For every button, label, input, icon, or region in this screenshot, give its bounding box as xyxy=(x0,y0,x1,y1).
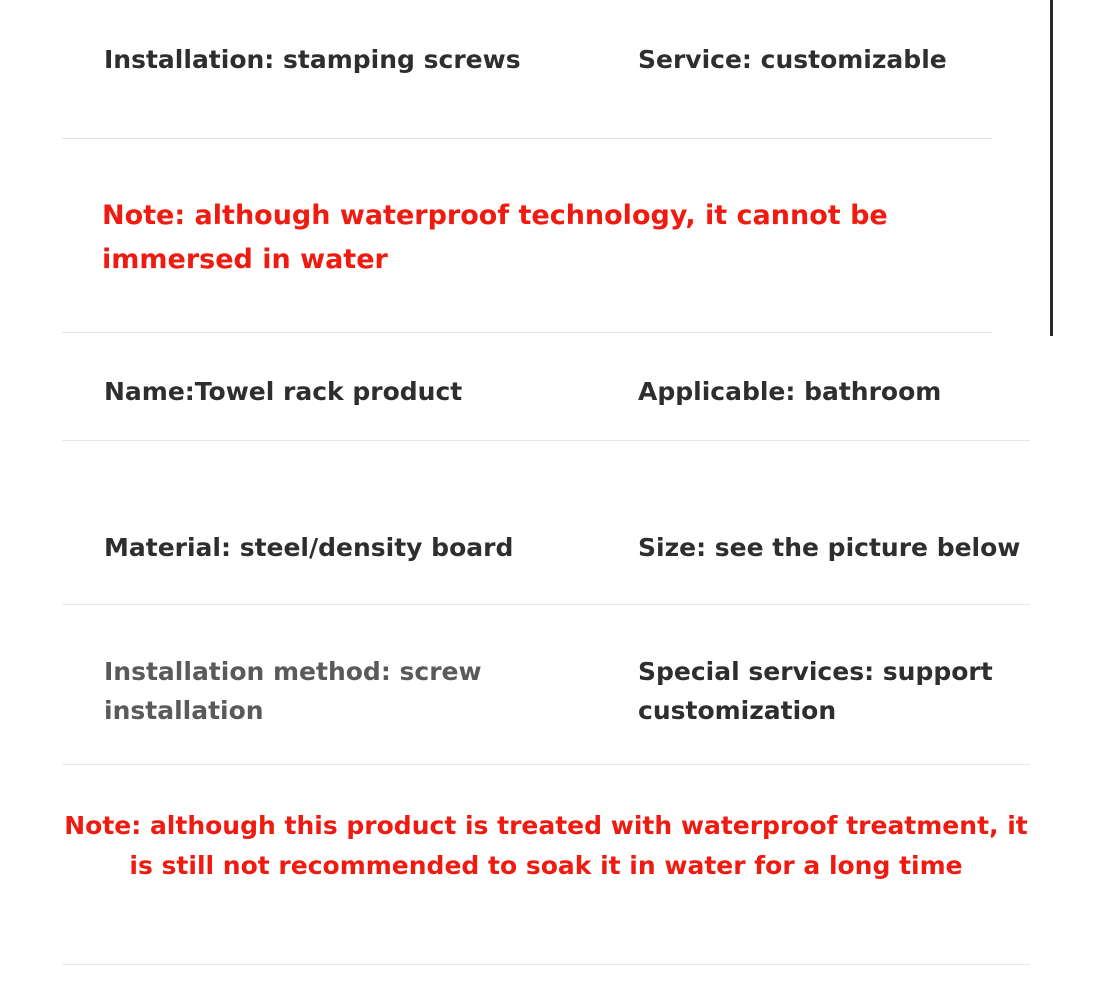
spec-row-name xyxy=(62,372,1030,411)
divider-3 xyxy=(62,440,1030,441)
divider-6 xyxy=(62,964,1030,965)
spec-name-label: Name:Towel rack product xyxy=(104,377,463,406)
divider-2 xyxy=(62,332,992,333)
spec-row-installation xyxy=(62,40,1030,79)
note-waterproof-top: Note: although waterproof technology, it cannot be immersed in water xyxy=(102,200,888,275)
spec-special-services-label: Special services: support customization xyxy=(638,657,993,725)
divider-5 xyxy=(62,764,1030,765)
spec-installation-method-label: Installation method: screw installation xyxy=(104,657,482,725)
spec-row-material xyxy=(62,528,1030,567)
note-waterproof-bottom: Note: although this product is treated with waterproof treatment, it is still not recommended to soak it in water for a long time xyxy=(64,811,1028,880)
right-edge-rule xyxy=(1050,0,1053,336)
spec-service-label: Service: customizable xyxy=(638,45,947,74)
divider-1 xyxy=(62,138,992,139)
spec-row-installation-method xyxy=(62,652,1030,730)
spec-size-label: Size: see the picture below xyxy=(638,533,1021,562)
divider-4 xyxy=(62,604,1030,605)
spec-applicable-label: Applicable: bathroom xyxy=(638,377,942,406)
spec-installation-label: Installation: stamping screws xyxy=(104,45,521,74)
spec-material-label: Material: steel/density board xyxy=(104,533,514,562)
